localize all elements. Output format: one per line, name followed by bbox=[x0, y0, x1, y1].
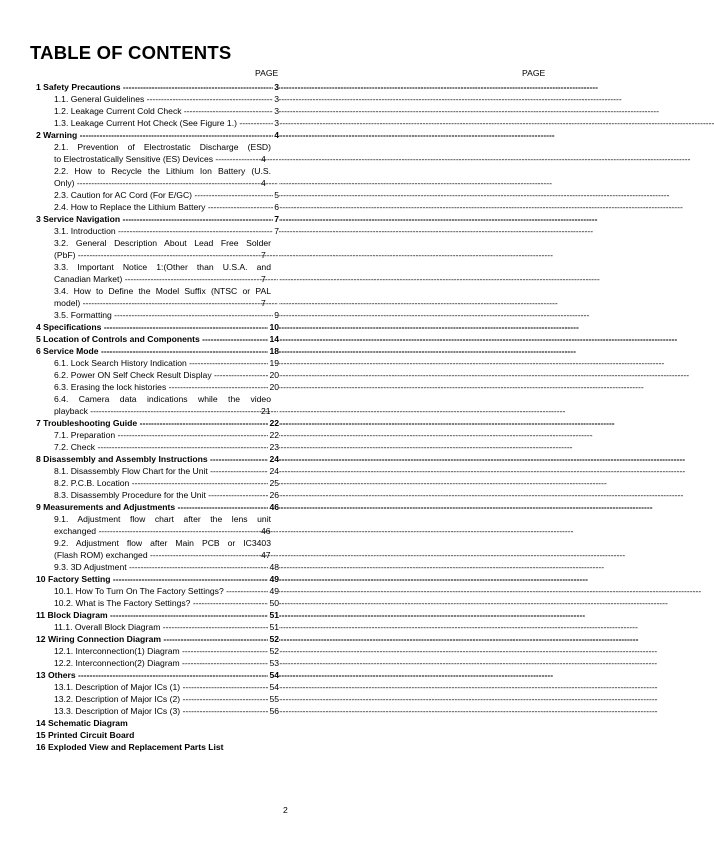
toc-entry-title: 15 Printed Circuit Board bbox=[36, 730, 135, 740]
toc-entry-page-number: 3 bbox=[274, 118, 279, 128]
toc-subsection-entry[interactable] bbox=[36, 165, 279, 189]
toc-entry-page-number: 7 bbox=[278, 297, 279, 309]
toc-entry-page-number: 24 bbox=[269, 454, 279, 464]
toc-entry-title: 3.1. Introduction ----- bbox=[54, 225, 279, 237]
toc-subsection-entry[interactable] bbox=[36, 441, 279, 453]
toc-entry-title: 13.3. Description of Major ICs (3) ----- bbox=[54, 705, 279, 717]
toc-entry-page-number: 7 bbox=[274, 214, 279, 224]
toc-entry-page-number: 7 bbox=[274, 226, 279, 236]
toc-subsection-entry[interactable] bbox=[36, 141, 279, 165]
toc-subsection-entry[interactable] bbox=[36, 705, 279, 717]
toc-entry-title: 9 Measurements and Adjustments ----- bbox=[36, 501, 279, 513]
toc-entry-title: 14 Schematic Diagram bbox=[36, 718, 128, 728]
toc-subsection-entry[interactable] bbox=[36, 693, 279, 705]
toc-entry-page-number: 48 bbox=[269, 562, 279, 572]
toc-subsection-entry[interactable] bbox=[36, 201, 279, 213]
toc-entry-title: 7.2. Check ----- bbox=[54, 441, 279, 453]
toc-subsection-entry[interactable] bbox=[36, 189, 279, 201]
toc-entry-title: 3.5. Formatting ----- bbox=[54, 309, 279, 321]
toc-subsection-entry[interactable] bbox=[36, 597, 279, 609]
toc-entry-title: 2.3. Caution for AC Cord (For E/GC) ----- bbox=[54, 189, 279, 201]
toc-entry-title: 9.3. 3D Adjustment ----- bbox=[54, 561, 279, 573]
toc-entry-page-number: 20 bbox=[269, 370, 279, 380]
toc-entry-page-number: 7 bbox=[278, 273, 279, 285]
toc-subsection-entry[interactable] bbox=[36, 93, 279, 105]
toc-entry-title: 5 Location of Controls and Components ----- bbox=[36, 333, 279, 345]
toc-section-entry[interactable] bbox=[36, 333, 279, 345]
toc-subsection-entry[interactable] bbox=[36, 645, 279, 657]
toc-entry-title: (PbF) ----- bbox=[72, 249, 279, 261]
toc-entry-title: 12.1. Interconnection(1) Diagram ----- bbox=[54, 645, 279, 657]
document-title: TABLE OF CONTENTS bbox=[30, 42, 232, 63]
toc-entry-page-number: 24 bbox=[269, 466, 279, 476]
toc-entry-title: 13 Others ----- bbox=[36, 669, 279, 681]
toc-entry-title: playback ----- bbox=[72, 405, 279, 417]
toc-entry-title: 12 Wiring Connection Diagram ----- bbox=[36, 633, 279, 645]
toc-entry-title: 7 Troubleshooting Guide ----- bbox=[36, 417, 279, 429]
toc-entry-page-number: 6 bbox=[274, 202, 279, 212]
toc-section-entry[interactable] bbox=[36, 129, 279, 141]
toc-subsection-entry[interactable] bbox=[36, 225, 279, 237]
toc-entry-title: 8.1. Disassembly Flow Chart for the Unit ----- bbox=[54, 465, 279, 477]
toc-entry-page-number: 3 bbox=[274, 106, 279, 116]
toc-subsection-entry[interactable] bbox=[36, 237, 279, 261]
toc-entry-title: 6 Service Mode ----- bbox=[36, 345, 279, 357]
toc-entry-heading-line: 9.2. Adjustment flow after Main PCB or IC3403 bbox=[54, 538, 271, 548]
toc-section-entry[interactable] bbox=[36, 417, 279, 429]
toc-entry-page-number: 23 bbox=[269, 442, 279, 452]
toc-section-entry[interactable] bbox=[36, 729, 279, 741]
toc-section-entry[interactable] bbox=[36, 669, 279, 681]
toc-entry-page-number: 22 bbox=[269, 418, 279, 428]
toc-entry-title: 1.3. Leakage Current Hot Check (See Figure 1.) ----- bbox=[54, 117, 279, 129]
toc-entry-page-number: 4 bbox=[278, 153, 279, 165]
toc-entry-title: 8.3. Disassembly Procedure for the Unit ----- bbox=[54, 489, 279, 501]
toc-entry-title: 1.1. General Guidelines ----- bbox=[54, 93, 279, 105]
toc-entry-page-number: 7 bbox=[278, 249, 279, 261]
toc-subsection-entry[interactable] bbox=[36, 537, 279, 561]
toc-entry-title: 10 Factory Setting ----- bbox=[36, 573, 279, 585]
toc-entry-title: 3 Service Navigation ----- bbox=[36, 213, 279, 225]
toc-entry-heading-line: 3.2. General Description About Lead Free Solder bbox=[54, 238, 271, 248]
toc-entry-page-number: 4 bbox=[274, 130, 279, 140]
toc-entry-page-number: 47 bbox=[278, 549, 279, 561]
toc-section-entry[interactable] bbox=[36, 501, 279, 513]
table-of-contents bbox=[36, 81, 279, 753]
toc-entry-title: to Electrostatically Sensitive (ES) Devices ----- bbox=[72, 153, 279, 165]
toc-entry-title: 8 Disassembly and Assembly Instructions ----- bbox=[36, 453, 279, 465]
toc-subsection-entry[interactable] bbox=[36, 621, 279, 633]
toc-entry-page-number: 50 bbox=[269, 598, 279, 608]
toc-entry-page-number: 52 bbox=[269, 646, 279, 656]
toc-entry-page-number: 46 bbox=[278, 525, 279, 537]
toc-entry-page-number: 51 bbox=[269, 610, 279, 620]
toc-entry-title: 7.1. Preparation ----- bbox=[54, 429, 279, 441]
toc-entry-page-number: 49 bbox=[269, 586, 279, 596]
toc-section-entry[interactable] bbox=[36, 609, 279, 621]
toc-entry-heading-line: 2.2. How to Recycle the Lithium Ion Battery (U.S. bbox=[54, 166, 271, 176]
toc-entry-title: 13.1. Description of Major ICs (1) ----- bbox=[54, 681, 279, 693]
toc-entry-page-number: 54 bbox=[269, 670, 279, 680]
toc-entry-title: 4 Specifications ----- bbox=[36, 321, 279, 333]
toc-subsection-entry[interactable] bbox=[36, 465, 279, 477]
toc-subsection-entry[interactable] bbox=[36, 429, 279, 441]
toc-entry-title: exchanged ----- bbox=[72, 525, 279, 537]
toc-entry-page-number: 18 bbox=[269, 346, 279, 356]
toc-entry-title: Canadian Market) ----- bbox=[72, 273, 279, 285]
toc-entry-page-number: 3 bbox=[274, 82, 279, 92]
toc-entry-heading-line: 3.3. Important Notice 1:(Other than U.S.A. and bbox=[54, 262, 271, 272]
toc-entry-page-number: 51 bbox=[269, 622, 279, 632]
toc-entry-page-number: 46 bbox=[269, 502, 279, 512]
toc-entry-page-number: 14 bbox=[269, 334, 279, 344]
toc-entry-title: 2.4. How to Replace the Lithium Battery ----- bbox=[54, 201, 279, 213]
toc-entry-page-number: 53 bbox=[269, 658, 279, 668]
toc-subsection-entry[interactable] bbox=[36, 261, 279, 285]
toc-entry-page-number: 25 bbox=[269, 478, 279, 488]
toc-subsection-entry[interactable] bbox=[36, 381, 279, 393]
toc-entry-title: 1.2. Leakage Current Cold Check ----- bbox=[54, 105, 279, 117]
toc-subsection-entry[interactable] bbox=[36, 309, 279, 321]
toc-entry-page-number: 49 bbox=[269, 574, 279, 584]
toc-entry-title: Only) ----- bbox=[72, 177, 279, 189]
toc-section-entry[interactable] bbox=[36, 453, 279, 465]
toc-entry-title: 11 Block Diagram ----- bbox=[36, 609, 279, 621]
toc-entry-title: (Flash ROM) exchanged ----- bbox=[72, 549, 279, 561]
toc-entry-page-number: 26 bbox=[269, 490, 279, 500]
toc-entry-title: 6.3. Erasing the lock histories ----- bbox=[54, 381, 279, 393]
page-number: 2 bbox=[283, 805, 288, 815]
toc-section-entry[interactable] bbox=[36, 633, 279, 645]
toc-entry-heading-line: 9.1. Adjustment flow chart after the lens unit bbox=[54, 514, 271, 524]
toc-section-entry[interactable] bbox=[36, 213, 279, 225]
toc-subsection-entry[interactable] bbox=[36, 681, 279, 693]
toc-section-entry[interactable] bbox=[36, 741, 279, 753]
page-column-label-left: PAGE bbox=[255, 68, 279, 78]
toc-entry-page-number: 4 bbox=[278, 177, 279, 189]
toc-section-entry[interactable] bbox=[36, 321, 279, 333]
toc-section-entry[interactable] bbox=[36, 717, 279, 729]
toc-entry-heading-line: 3.4. How to Define the Model Suffix (NTSC or PAL bbox=[54, 286, 271, 296]
toc-subsection-entry[interactable] bbox=[36, 657, 279, 669]
toc-section-entry[interactable] bbox=[36, 345, 279, 357]
toc-entry-heading-line: 2.1. Prevention of Electrostatic Discharge (ESD) bbox=[54, 142, 271, 152]
toc-entry-title: 8.2. P.C.B. Location ----- bbox=[54, 477, 279, 489]
toc-entry-title: model) ----- bbox=[72, 297, 279, 309]
toc-subsection-entry[interactable] bbox=[36, 105, 279, 117]
toc-subsection-entry[interactable] bbox=[36, 117, 279, 129]
toc-subsection-entry[interactable] bbox=[36, 513, 279, 537]
toc-entry-title: 6.1. Lock Search History Indication ----- bbox=[54, 357, 279, 369]
toc-entry-page-number: 5 bbox=[274, 190, 279, 200]
toc-entry-page-number: 19 bbox=[269, 358, 279, 368]
toc-subsection-entry[interactable] bbox=[36, 369, 279, 381]
toc-subsection-entry[interactable] bbox=[36, 393, 279, 417]
toc-entry-title: 6.2. Power ON Self Check Result Display ----- bbox=[54, 369, 279, 381]
toc-entry-page-number: 56 bbox=[269, 706, 279, 716]
toc-subsection-entry[interactable] bbox=[36, 585, 279, 597]
toc-entry-title: 16 Exploded View and Replacement Parts List bbox=[36, 742, 224, 752]
toc-entry-page-number: 9 bbox=[274, 310, 279, 320]
toc-entry-page-number: 20 bbox=[269, 382, 279, 392]
toc-section-entry[interactable] bbox=[36, 573, 279, 585]
toc-entry-title: 12.2. Interconnection(2) Diagram ----- bbox=[54, 657, 279, 669]
toc-entry-title: 1 Safety Precautions ----- bbox=[36, 81, 279, 93]
toc-entry-heading-line: 6.4. Camera data indications while the video bbox=[54, 394, 271, 404]
toc-subsection-entry[interactable] bbox=[36, 477, 279, 489]
toc-entry-page-number: 52 bbox=[269, 634, 279, 644]
page-column-label-right: PAGE bbox=[522, 68, 546, 78]
toc-entry-page-number: 22 bbox=[269, 430, 279, 440]
toc-subsection-entry[interactable] bbox=[36, 285, 279, 309]
toc-section-entry[interactable] bbox=[36, 81, 279, 93]
toc-entry-page-number: 3 bbox=[274, 94, 279, 104]
toc-entry-page-number: 54 bbox=[269, 682, 279, 692]
toc-entry-page-number: 10 bbox=[269, 322, 279, 332]
toc-subsection-entry[interactable] bbox=[36, 489, 279, 501]
toc-entry-title: 10.1. How To Turn On The Factory Settings? ----- bbox=[54, 585, 279, 597]
toc-entry-page-number: 21 bbox=[278, 405, 279, 417]
toc-subsection-entry[interactable] bbox=[36, 561, 279, 573]
toc-subsection-entry[interactable] bbox=[36, 357, 279, 369]
toc-entry-title: 13.2. Description of Major ICs (2) ----- bbox=[54, 693, 279, 705]
toc-entry-title: 11.1. Overall Block Diagram ----- bbox=[54, 621, 279, 633]
toc-entry-title: 2 Warning ----- bbox=[36, 129, 279, 141]
toc-entry-page-number: 55 bbox=[269, 694, 279, 704]
toc-entry-title: 10.2. What is The Factory Settings? ----- bbox=[54, 597, 279, 609]
